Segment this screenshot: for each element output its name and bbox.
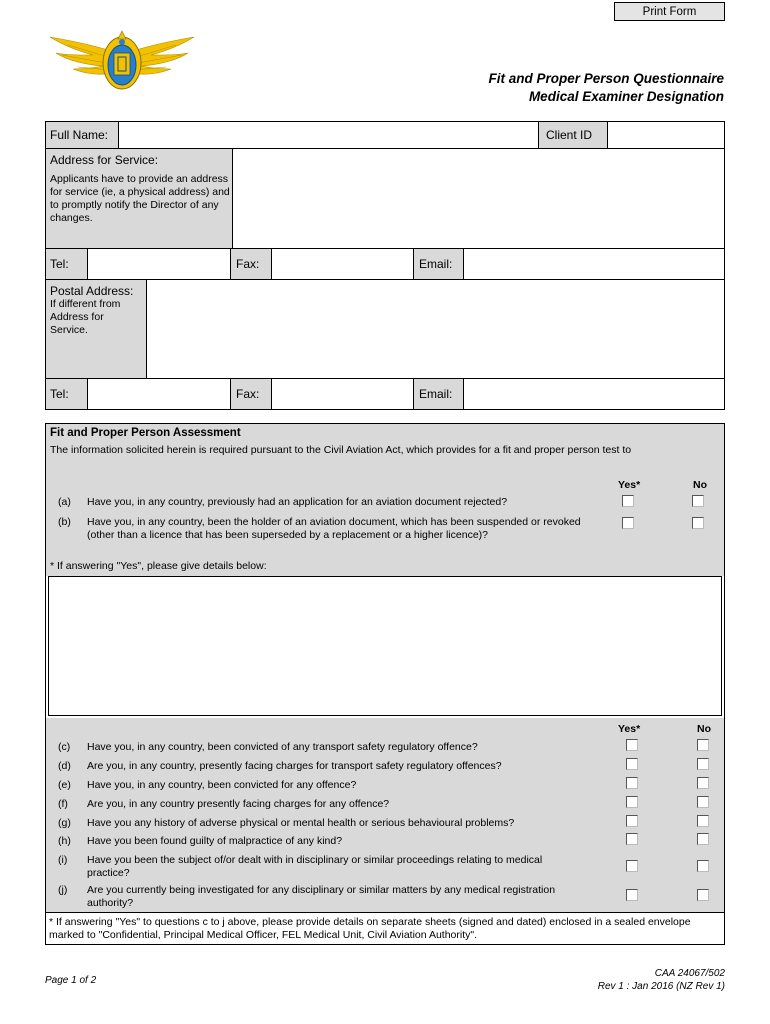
tel-label-2: Tel:	[50, 387, 69, 401]
page-number: Page 1 of 2	[45, 975, 97, 986]
postal-note: If different from Address for Service.	[50, 298, 121, 336]
question-text: Are you, in any country presently facing charges for any offence?	[87, 798, 390, 810]
tel-label: Tel:	[50, 257, 69, 271]
form-title: Fit and Proper Person Questionnaire	[488, 71, 724, 86]
postal-label: Postal Address:	[50, 284, 134, 298]
question-letter: (d)	[58, 760, 71, 772]
postal-address-input[interactable]	[146, 279, 725, 379]
form-revision: Rev 1 : Jan 2016 (NZ Rev 1)	[597, 981, 725, 992]
address-label: Address for Service:	[50, 153, 159, 167]
fax-label: Fax:	[236, 257, 260, 271]
question-d-no-checkbox[interactable]	[697, 758, 709, 770]
tel-input-2[interactable]	[87, 378, 231, 410]
question-text: Have you been found guilty of malpractice of any kind?	[87, 835, 343, 847]
question-i-no-checkbox[interactable]	[697, 860, 709, 872]
assessment-intro: The information solicited herein is required pursuant to the Civil Aviation Act, which provides for a fit and proper person test to	[50, 444, 632, 456]
email-label-2: Email:	[419, 387, 453, 401]
email-label: Email:	[419, 257, 453, 271]
question-e-no-checkbox[interactable]	[697, 777, 709, 789]
address-input[interactable]	[232, 148, 725, 249]
yes-header-2: Yes*	[618, 723, 641, 735]
question-text: Have you, in any country, been convicted of any transport safety regulatory offence?	[87, 741, 478, 753]
question-text: Have you, in any country, been convicted for any offence?	[87, 779, 357, 791]
tel-label-cell	[45, 248, 88, 280]
details-note: * If answering "Yes", please give details below:	[50, 560, 267, 572]
question-h-yes-checkbox[interactable]	[626, 833, 638, 845]
question-text: Have you, in any country, been the holder of an aviation document, which has been suspended or revoked (other than a licence that has been superseded by a replacement or a higher licence)?	[87, 516, 581, 541]
assessment-title: Fit and Proper Person Assessment	[50, 427, 241, 439]
form-code-block	[598, 967, 725, 993]
client-id-label: Client ID	[546, 128, 593, 142]
question-text: Have you, in any country, previously had an application for an aviation document rejected?	[87, 496, 508, 508]
question-g-yes-checkbox[interactable]	[626, 815, 638, 827]
question-d-yes-checkbox[interactable]	[626, 758, 638, 770]
details-textarea[interactable]	[48, 576, 722, 716]
question-letter: (g)	[58, 817, 71, 829]
tel-label-cell-2	[45, 378, 88, 410]
fax-input-2[interactable]	[271, 378, 414, 410]
question-a-no-checkbox[interactable]	[692, 495, 704, 507]
question-text: Have you any history of adverse physical or mental health or serious behavioural problems?	[87, 817, 515, 829]
question-g-no-checkbox[interactable]	[697, 815, 709, 827]
address-note: Applicants have to provide an address for service (ie, a physical address) and to promptly notify the Director of any changes.	[50, 173, 230, 224]
email-input-2[interactable]	[463, 378, 725, 410]
no-header-2: No	[697, 723, 711, 735]
question-letter: (b)	[58, 516, 71, 528]
email-label-cell-2	[413, 378, 464, 410]
question-j-no-checkbox[interactable]	[697, 889, 709, 901]
question-e-yes-checkbox[interactable]	[626, 777, 638, 789]
client-id-label-cell	[538, 121, 608, 149]
question-letter: (i)	[58, 854, 68, 866]
question-text: Are you, in any country, presently facing charges for transport safety regulatory offences?	[87, 760, 502, 772]
tel-input[interactable]	[87, 248, 231, 280]
question-b-yes-checkbox[interactable]	[622, 517, 634, 529]
form-code: CAA 24067/502	[654, 968, 725, 979]
question-a-yes-checkbox[interactable]	[622, 495, 634, 507]
full-name-label: Full Name:	[50, 128, 109, 142]
assessment-questions-c-j	[46, 718, 724, 912]
fax-label-cell	[230, 248, 272, 280]
question-letter: (a)	[58, 496, 71, 508]
question-letter: (j)	[58, 884, 68, 896]
print-form-button[interactable]: Print Form	[614, 2, 725, 21]
full-name-label-cell	[45, 121, 119, 149]
assessment-section	[45, 423, 725, 945]
question-letter: (e)	[58, 779, 71, 791]
question-f-no-checkbox[interactable]	[697, 796, 709, 808]
footer-note-cell	[46, 912, 724, 944]
question-c-no-checkbox[interactable]	[697, 739, 709, 751]
address-label-cell	[45, 148, 233, 249]
question-c-yes-checkbox[interactable]	[626, 739, 638, 751]
email-input[interactable]	[463, 248, 725, 280]
form-subtitle: Medical Examiner Designation	[528, 89, 724, 104]
question-f-yes-checkbox[interactable]	[626, 796, 638, 808]
question-h-no-checkbox[interactable]	[697, 833, 709, 845]
assessment-questions-a-b	[46, 424, 724, 576]
full-name-input[interactable]	[118, 121, 539, 149]
footer-note: * If answering "Yes" to questions c to j above, please provide details on separate sheets (signed and dated) enclosed in a sealed envelope marked to "Confidential, Principal Medical Officer, FEL Medical Unit, Civil Aviation Authority".	[49, 916, 691, 941]
fax-label-2: Fax:	[236, 387, 260, 401]
question-letter: (c)	[58, 741, 71, 753]
question-letter: (f)	[58, 798, 68, 810]
postal-label-cell	[45, 279, 147, 379]
question-text: Are you currently being investigated for any disciplinary or similar matters by any medical registration authority?	[87, 884, 556, 909]
question-letter: (h)	[58, 835, 71, 847]
question-j-yes-checkbox[interactable]	[626, 889, 638, 901]
question-b-no-checkbox[interactable]	[692, 517, 704, 529]
question-i-yes-checkbox[interactable]	[626, 860, 638, 872]
no-header: No	[693, 479, 707, 491]
caa-logo-icon	[48, 25, 196, 97]
question-text: Have you been the subject of/or dealt with in disciplinary or similar proceedings relating to medical practice?	[87, 854, 543, 879]
email-label-cell	[413, 248, 464, 280]
fax-input[interactable]	[271, 248, 414, 280]
fax-label-cell-2	[230, 378, 272, 410]
client-id-input[interactable]	[607, 121, 725, 149]
yes-header: Yes*	[618, 479, 641, 491]
